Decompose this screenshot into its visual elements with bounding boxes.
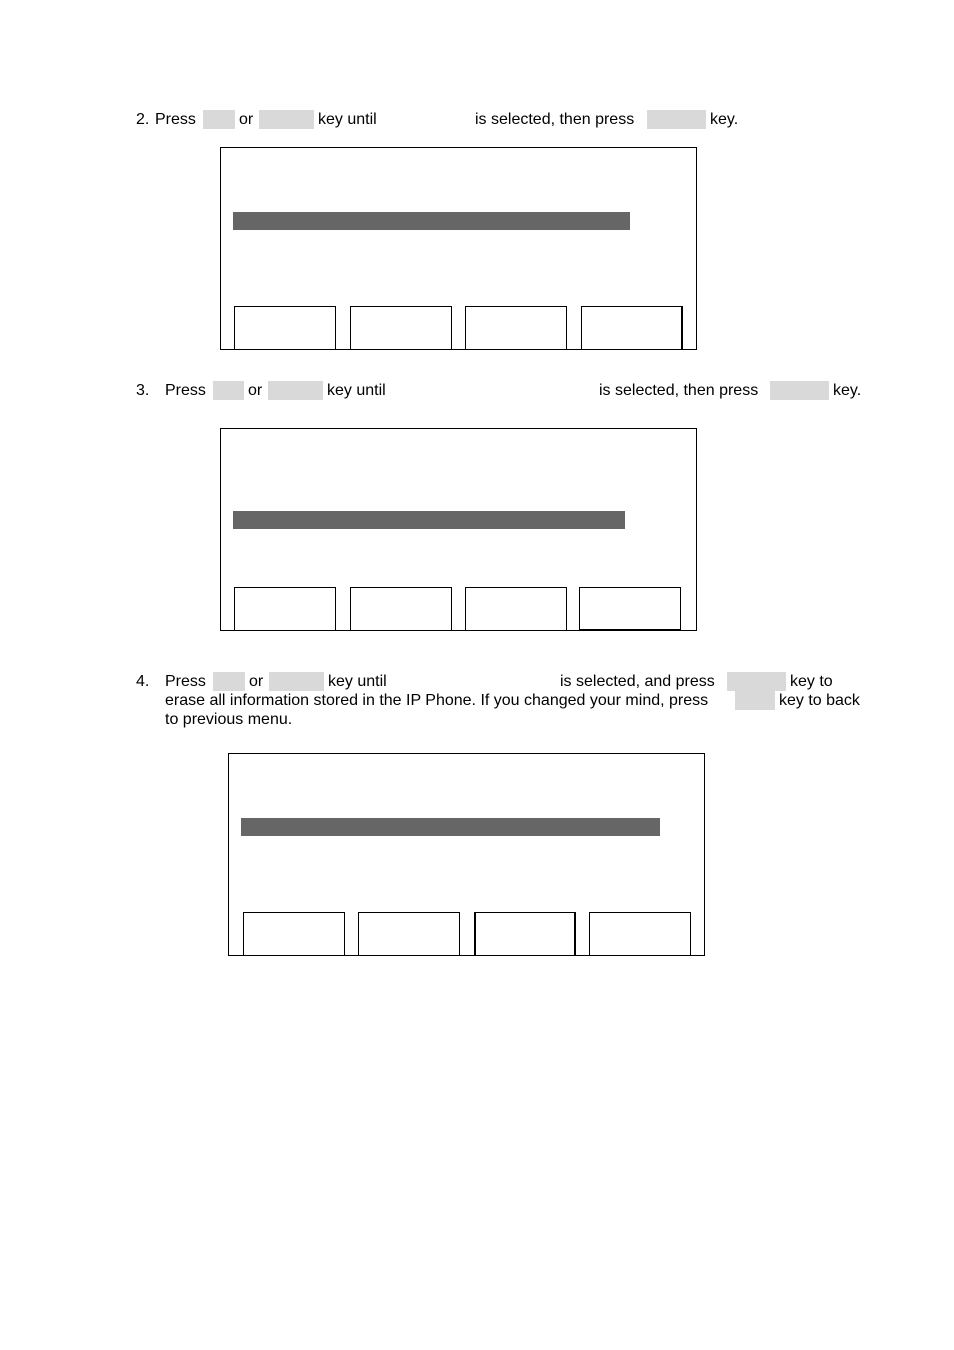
down-key-placeholder	[259, 110, 314, 129]
back-key-placeholder	[735, 691, 775, 710]
phone-lcd-screen	[220, 428, 697, 631]
step-text-or: or	[249, 673, 264, 690]
softkey-1[interactable]	[243, 912, 345, 956]
step-text-press: Press	[155, 111, 196, 128]
step-text-key-until: key until	[318, 111, 377, 128]
softkey-3[interactable]	[465, 306, 567, 350]
step-text-is-selected: is selected, and press	[560, 673, 715, 690]
step-text-key: key.	[710, 111, 739, 128]
softkey-3[interactable]	[465, 587, 567, 631]
step-text-key-to-back: key to back	[779, 692, 860, 709]
step-text-is-selected: is selected, then press	[599, 382, 759, 399]
softkey-4[interactable]	[581, 306, 683, 350]
softkey-3[interactable]	[474, 912, 576, 956]
step-text-press: Press	[165, 382, 206, 399]
step-text-is-selected: is selected, then press	[475, 111, 635, 128]
step-text-key-until: key until	[328, 673, 387, 690]
step-text-press: Press	[165, 673, 206, 690]
step-text-key-until: key until	[327, 382, 386, 399]
phone-lcd-screen	[228, 753, 705, 956]
step-text-line2: erase all information stored in the IP Phone. If you changed your mind, press	[165, 692, 709, 709]
up-key-placeholder	[213, 672, 245, 691]
step-number: 4.	[136, 673, 150, 690]
phone-lcd-screen	[220, 147, 697, 350]
step-text-or: or	[248, 382, 263, 399]
selected-menu-highlight	[241, 818, 660, 836]
softkey-4[interactable]	[579, 587, 681, 631]
softkey-1[interactable]	[234, 587, 336, 631]
down-key-placeholder	[269, 672, 324, 691]
step-number: 3.	[136, 382, 150, 399]
step-text-or: or	[239, 111, 254, 128]
selected-menu-highlight	[233, 511, 625, 529]
softkey-4[interactable]	[589, 912, 691, 956]
step-text-key: key.	[833, 382, 862, 399]
selected-menu-highlight	[233, 212, 630, 230]
softkey-1[interactable]	[234, 306, 336, 350]
step-number: 2.	[136, 111, 150, 128]
down-key-placeholder	[268, 381, 323, 400]
up-key-placeholder	[213, 381, 244, 400]
enter-key-placeholder	[770, 381, 829, 400]
softkey-2[interactable]	[350, 306, 452, 350]
step-text-line3: to previous menu.	[165, 711, 293, 728]
softkey-2[interactable]	[358, 912, 460, 956]
enter-key-placeholder	[727, 672, 786, 691]
enter-key-placeholder	[647, 110, 706, 129]
step-text-key-to: key to	[790, 673, 833, 690]
softkey-2[interactable]	[350, 587, 452, 631]
up-key-placeholder	[203, 110, 235, 129]
